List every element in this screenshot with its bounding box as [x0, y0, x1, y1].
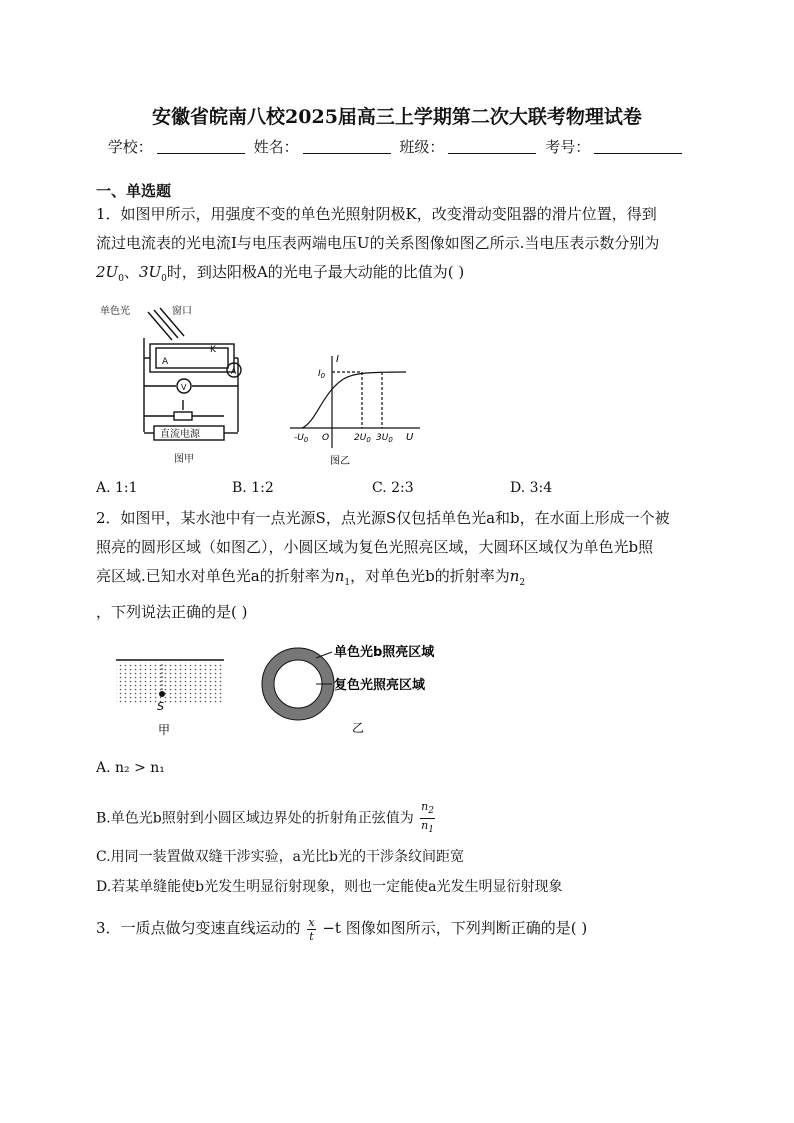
i0-label: $I_0$ [318, 369, 326, 380]
q1-option-a: A. 1:1 [96, 480, 138, 496]
name-blank [303, 139, 391, 154]
q1-line-3: $2U_0$、$3U_0$时，到达阳极A的光电子最大动能的比值为( ) [96, 263, 465, 284]
q2-option-d: D.若某单缝能使b光发生明显衍射现象，则也一定能使a光发生明显衍射现象 [96, 879, 563, 895]
q2-option-c: C.用同一装置做双缝干涉实验，a光比b光的干涉条纹间距宽 [96, 849, 464, 865]
class-label: 班级： [399, 138, 445, 156]
water-pool-figure [114, 652, 226, 738]
question-1-text [96, 200, 700, 294]
illuminated-region-figure [254, 634, 474, 738]
school-label: 学校： [107, 138, 153, 156]
q1-option-d: D. 3:4 [510, 480, 553, 496]
figure-jia-2-caption: 甲 [158, 723, 171, 737]
circuit-figure [96, 300, 256, 470]
question-3-text: 3．一质点做匀变速直线运动的 $\frac{x}{t}$ −t 图像如图所示，下列判断正确的是( ) [96, 915, 588, 943]
id-label: 考号： [545, 138, 591, 156]
id-blank [594, 139, 682, 154]
neg-u0-label: $-U_0$ [294, 433, 309, 444]
power-source-label: 直流电源 [160, 429, 200, 440]
q1-line-2: 流过电流表的光电流I与电压表两端电压U的关系图像如图乙所示.当电压表示数分别为 [96, 234, 660, 252]
q2-line-4: ，下列说法正确的是( ) [96, 603, 248, 621]
q2-option-a: A. n₂ > n₁ [96, 760, 165, 776]
q1-option-b: B. 1:2 [232, 480, 274, 496]
2u0-label: $2U_0$ [354, 433, 371, 444]
name-label: 姓名： [253, 138, 299, 156]
inner-region-label: 复色光照亮区域 [334, 678, 426, 693]
class-blank [448, 139, 536, 154]
figure-jia-caption: 图甲 [174, 454, 194, 465]
q2-option-b: B.单色光b照射到小圆区域边界处的折射角正弦值为 $\frac{n_2}{n_1}$ [96, 800, 434, 836]
voltmeter-label: V [181, 383, 187, 392]
figure-yi-2-caption: 乙 [352, 721, 365, 735]
student-info-line [0, 136, 794, 157]
axis-u-label: U [406, 432, 414, 443]
ammeter-label: A [231, 367, 237, 376]
q2-line-3: 亮区域.已知水对单色光a的折射率为$n_1$，对单色光b的折射率为$n_2$ [96, 567, 526, 588]
axis-i-label: I [336, 354, 339, 365]
q1-option-c: C. 2:3 [372, 480, 414, 496]
outer-region-label: 单色光b照亮区域 [334, 645, 435, 660]
iu-graph [286, 352, 426, 468]
cathode-label: K [210, 345, 216, 355]
question-2-text [96, 504, 700, 627]
light-source-s-label: S [157, 700, 164, 713]
q2-line-2: 照亮的圆形区域（如图乙），小圆区域为复色光照亮区域，大圆环区域仅为单色光b照 [96, 538, 654, 556]
school-blank [157, 139, 245, 154]
exam-title: 安徽省皖南八校2025届高三上学期第二次大联考物理试卷 [152, 106, 642, 128]
window-label: 窗口 [172, 306, 192, 317]
light-label: 单色光 [100, 306, 130, 317]
anode-label: A [162, 357, 169, 367]
figure-yi-caption: 图乙 [330, 456, 350, 467]
q2-line-1: 2．如图甲，某水池中有一点光源S，点光源S仅包括单色光a和b，在水面上形成一个被 [96, 509, 670, 527]
q1-line-1: 1．如图甲所示，用强度不变的单色光照射阴极K，改变滑动变阻器的滑片位置，得到 [96, 205, 657, 223]
origin-label: O [322, 433, 330, 443]
section-heading: 一、单选题 [96, 182, 172, 200]
3u0-label: $3U_0$ [376, 433, 393, 444]
